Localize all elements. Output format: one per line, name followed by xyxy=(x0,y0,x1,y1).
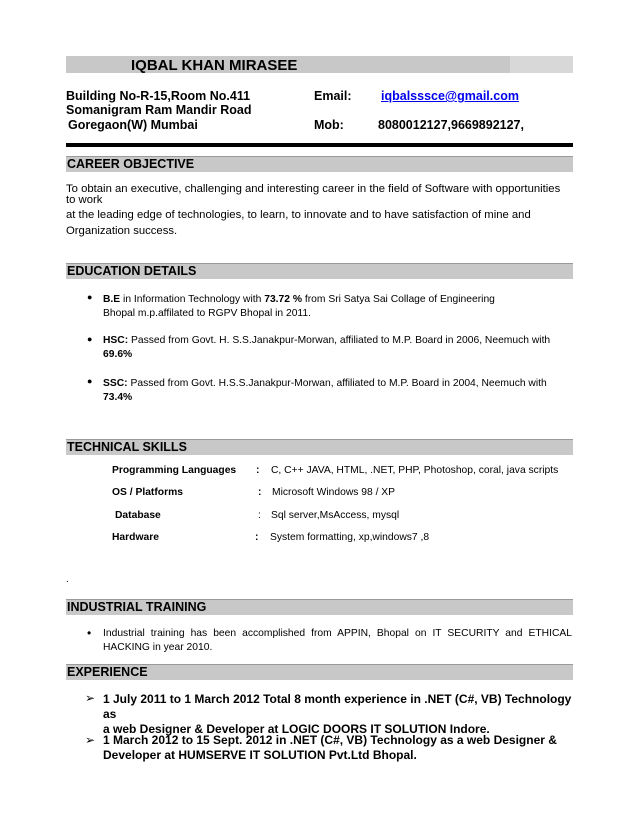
education-item-ssc: SSC: Passed from Govt. H.S.S.Janakpur-Morwan, affiliated to M.P. Board in 2004, Neemuch with 73.4% xyxy=(103,378,547,403)
experience-item: 1 July 2011 to 1 March 2012 Total 8 month experience in .NET (C#, VB) Technology as a web Designer & Developer at LOGIC DOORS IT SOLUTION Indore. xyxy=(103,692,572,736)
career-line-2: to work xyxy=(66,194,103,206)
bullet-icon: • xyxy=(87,626,92,640)
experience-item: 1 March 2012 to 15 Sept. 2012 in .NET (C#, VB) Technology as a web Designer & Developer at HUMSERVE IT SOLUTION Pvt.Ltd Bhopal. xyxy=(103,733,557,762)
mobile-number: 8080012127,9669892127, xyxy=(378,118,524,132)
skill-colon: : xyxy=(256,465,260,476)
section-career-objective xyxy=(66,156,573,172)
email-link[interactable]: iqbalsssce@gmail.com xyxy=(381,89,519,103)
section-technical-skills xyxy=(66,439,573,455)
skill-value: Sql server,MsAccess, mysql xyxy=(271,510,400,521)
address-line-1: Building No-R-15,Room No.411 xyxy=(66,89,251,103)
section-title: EXPERIENCE xyxy=(67,665,148,679)
section-industrial-training xyxy=(66,599,573,615)
skill-label: Programming Languages xyxy=(112,465,237,476)
bullet-icon: ● xyxy=(87,376,93,386)
education-item-hsc: HSC: Passed from Govt. H. S.S.Janakpur-Morwan, affiliated to M.P. Board in 2006, Neemuch with 69.6% xyxy=(103,335,551,360)
address-line-2: Somanigram Ram Mandir Road xyxy=(66,103,252,117)
mobile-label: Mob: xyxy=(314,118,344,132)
skill-label: OS / Platforms xyxy=(112,487,183,498)
bullet-icon: ● xyxy=(87,334,93,344)
section-experience xyxy=(66,664,573,680)
skill-colon: : xyxy=(258,487,262,498)
training-item: Industrial training has been accomplished from APPIN, Bhopal on IT SECURITY and ETHICAL HACKING in year 2010. xyxy=(103,628,572,653)
education-item-be: B.E in Information Technology with 73.72 % from Sri Satya Sai Collage of Engineering Bhopal m.p.affilated to RGPV Bhopal in 2011. xyxy=(103,294,495,319)
career-line-3: at the leading edge of technologies, to learn, to innovate and to have satisfaction of mine and xyxy=(66,209,531,221)
section-title: INDUSTRIAL TRAINING xyxy=(67,600,207,614)
section-title: CAREER OBJECTIVE xyxy=(67,157,195,171)
skill-value: C, C++ JAVA, HTML, .NET, PHP, Photoshop, coral, java scripts xyxy=(271,465,559,476)
arrow-bullet-icon: ➢ xyxy=(85,733,96,747)
email-label: Email: xyxy=(314,89,352,103)
career-objective-text xyxy=(66,182,576,239)
stray-dot: . xyxy=(66,574,69,585)
address-line-3: Goregaon(W) Mumbai xyxy=(68,118,198,132)
career-line-4: Organization success. xyxy=(66,225,178,237)
skill-colon: : xyxy=(258,510,261,521)
bullet-icon: ● xyxy=(87,292,93,302)
section-education xyxy=(66,263,573,279)
skill-label: Database xyxy=(115,510,161,521)
arrow-bullet-icon: ➢ xyxy=(85,691,96,705)
candidate-name: IQBAL KHAN MIRASEE xyxy=(131,57,298,74)
section-title: TECHNICAL SKILLS xyxy=(67,440,187,454)
skill-value: Microsoft Windows 98 / XP xyxy=(272,487,396,498)
career-line-1: To obtain an executive, challenging and interesting career in the field of Software with opportunities xyxy=(66,183,561,195)
skill-value: System formatting, xp,windows7 ,8 xyxy=(270,532,430,543)
header-divider xyxy=(66,143,573,147)
section-title: EDUCATION DETAILS xyxy=(67,264,197,278)
skill-label: Hardware xyxy=(112,532,159,543)
name-banner-shade xyxy=(510,56,573,73)
skill-colon: : xyxy=(255,532,259,543)
